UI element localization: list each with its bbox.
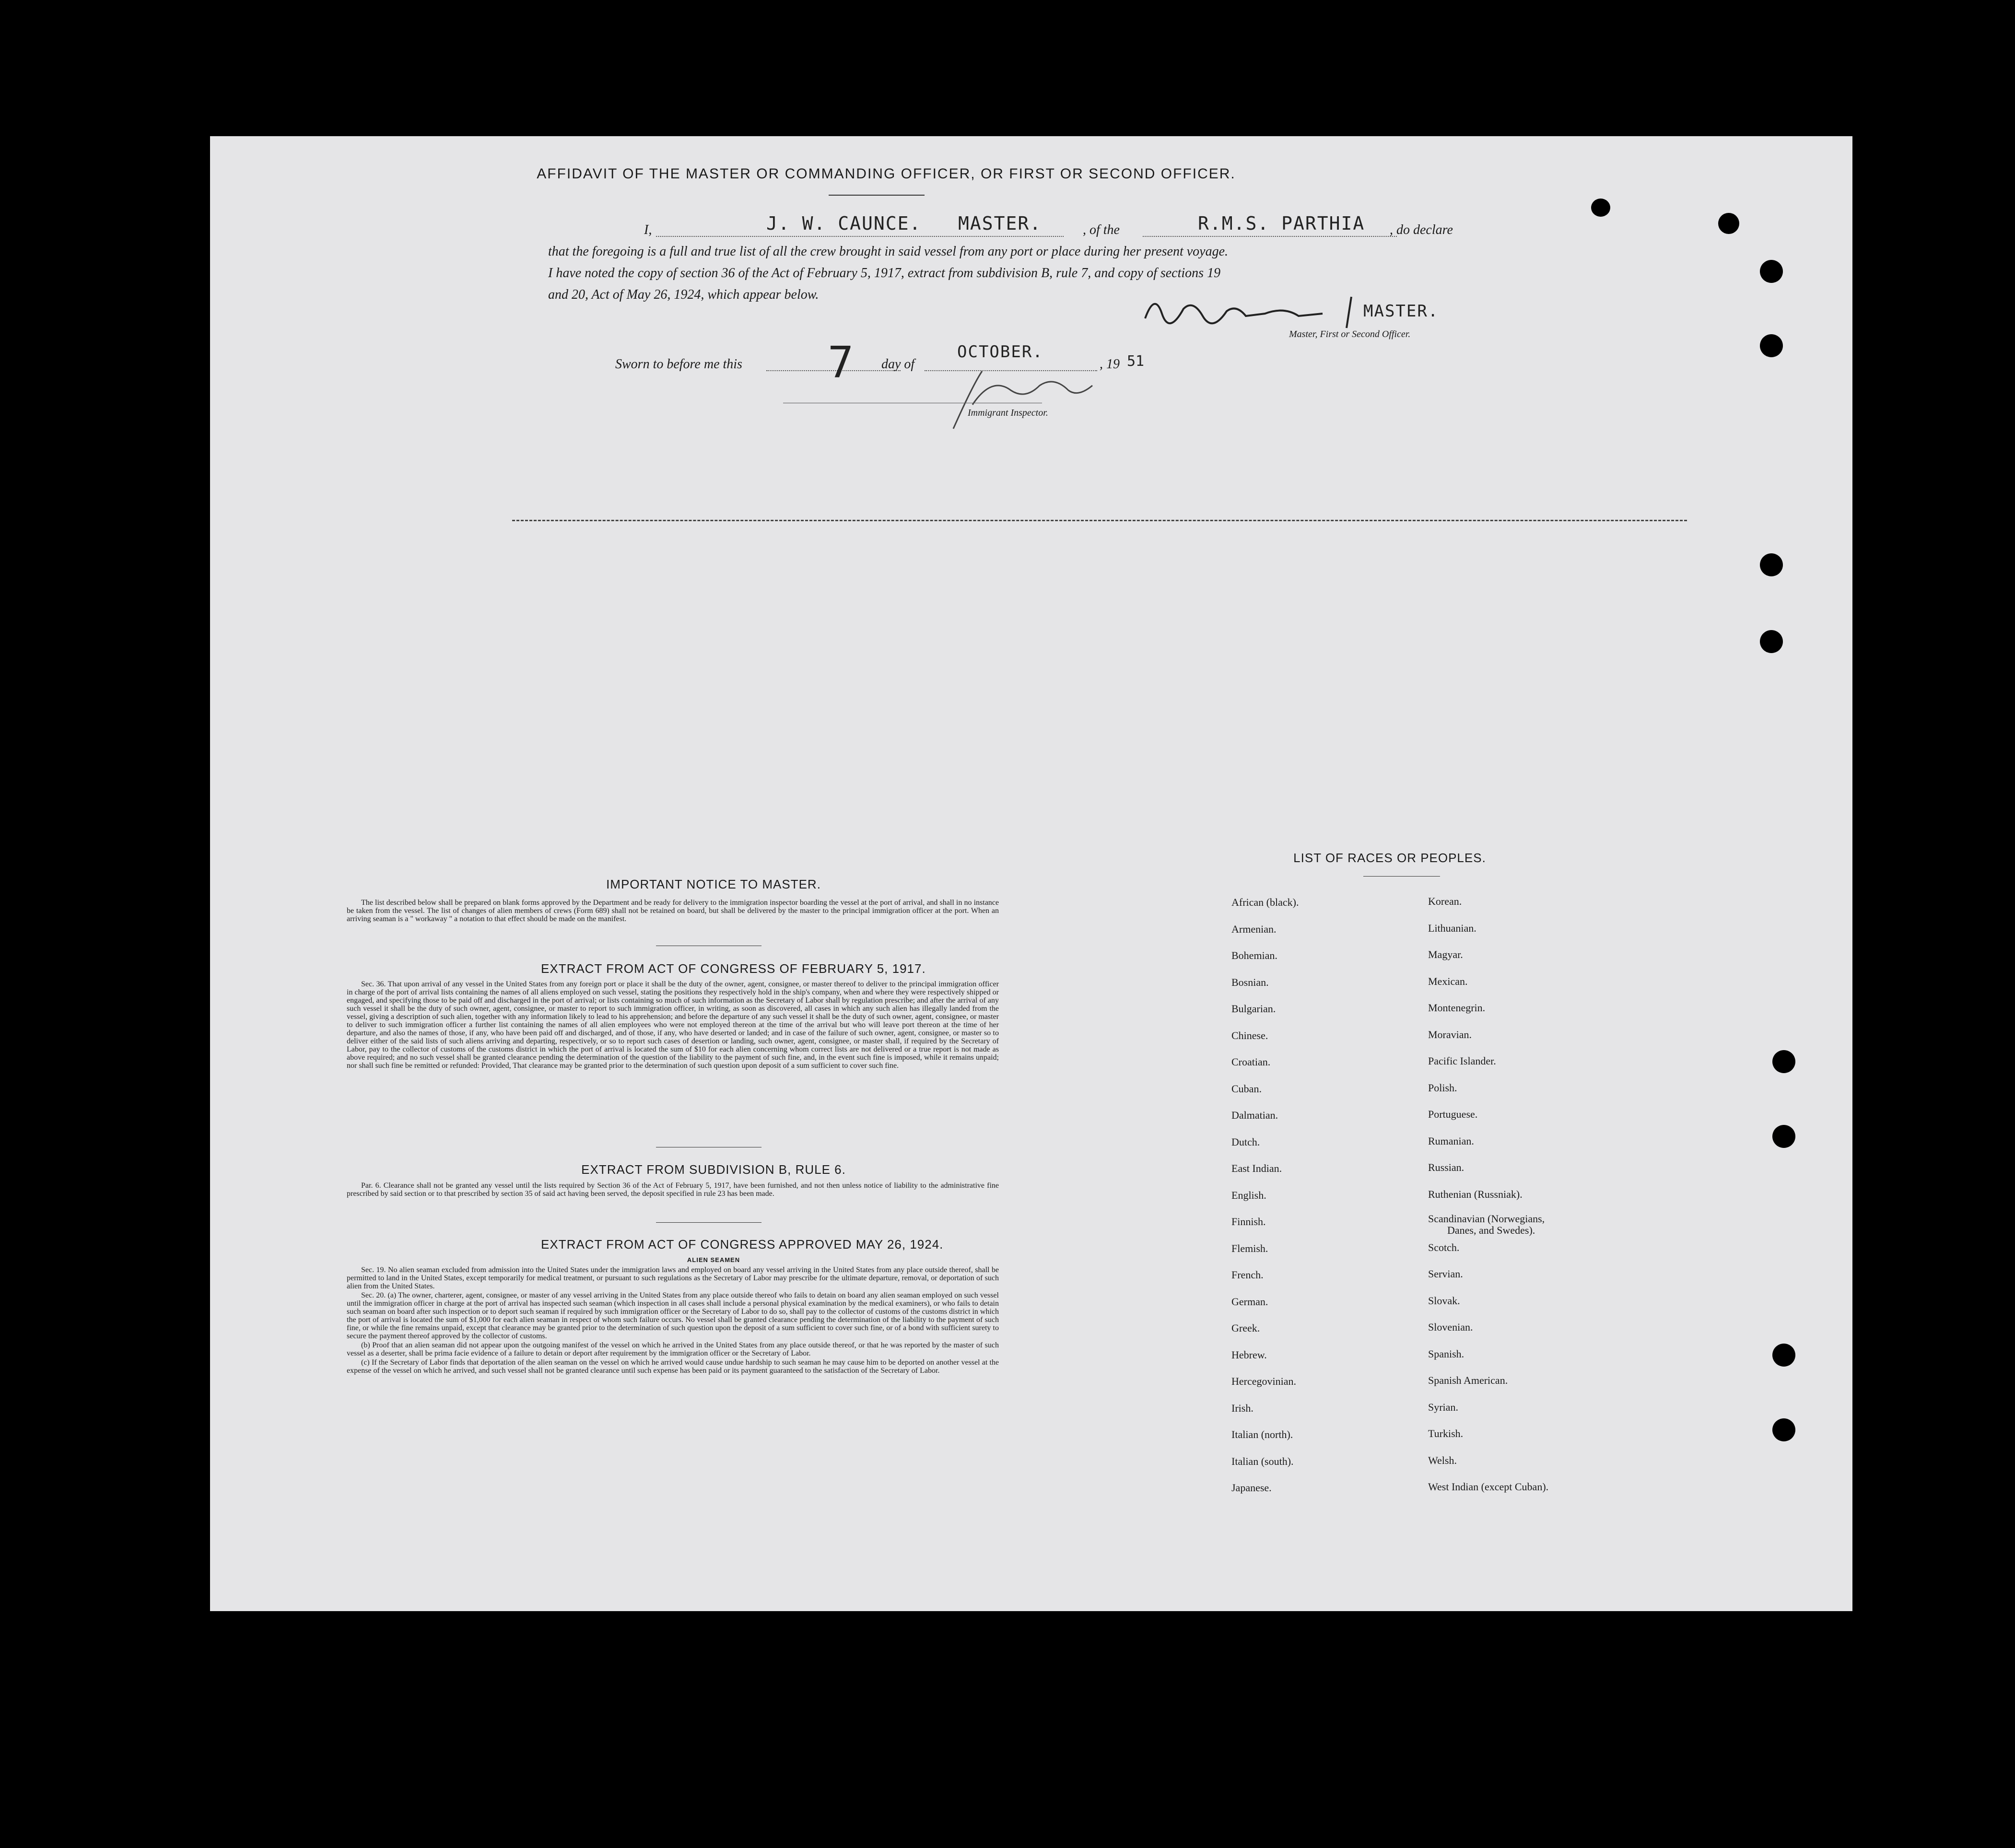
races-title: LIST OF RACES OR PEOPLES. xyxy=(1293,851,1486,865)
race-item: Italian (north). xyxy=(1231,1428,1293,1440)
race-item: Dutch. xyxy=(1231,1135,1260,1148)
race-item: Hercegovinian. xyxy=(1231,1375,1296,1387)
subdivision-b-divider xyxy=(656,1222,761,1223)
races-left-column xyxy=(1231,889,1299,1501)
races-divider xyxy=(1363,876,1440,877)
punch-hole xyxy=(1772,1125,1795,1148)
extract-1924-text xyxy=(347,1266,999,1376)
extract-1917-text: Sec. 36. That upon arrival of any vessel in the United States from any foreign port or place it shall be the duty of the owner, agent, consignee, or master thereof to deliver to the principal immigration officer in charge of the port of arrival lists containing the names of all aliens employed on such vessel, stating the positions they respectively hold in the ship's company, when and where they were respectively shipped or engaged, and specifying those to be paid off and discharged in the port of arrival; or lists containing so much of such information as the Secretary of Labor shall by regulation prescribe; and after the arrival of any such vessel it shall be the duty of such owner, agent, consignee, or master to report to such immigration officer, in writing, as soon as discovered, all cases in which any such alien has illegally landed from the vessel, giving a description of such alien, together with any information likely to lead to his apprehension; and before the departure of any such vessel it shall be the duty of such owner, agent, consignee, or master to deliver to such immigration officer a further list containing the names of all alien employees who were not employed thereon at the time of the arrival but who will leave port thereon at the time of her departure, and also the names of those, if any, who have been paid off and discharged, and of those, if any, who have deserted or landed; and in case of the failure of such owner, agent, consignee, or master so to deliver either of the said lists of such aliens arriving and departing, respectively, or so to report such cases of desertion or landing, such owner, agent, consignee, or master shall, if required by the Secretary of Labor, pay to the collector of customs of the customs district in which the port of arrival is located the sum of $10 for each alien concerning whom correct lists are not delivered or a true report is not made as above required; and no such vessel shall be granted clearance pending the determination of the question of the liability to the payment of such fine, and, in the event such fine is imposed, while it remains unpaid; nor shall such fine be remitted or refunded: Provided, That clearance may be granted prior to the determination of such question upon deposit of a sum sufficient to cover such fine. xyxy=(347,980,999,1070)
race-item: Irish. xyxy=(1231,1402,1254,1414)
declaration-line-4: and 20, Act of May 26, 1924, which appear below. xyxy=(548,287,819,302)
subdivision-b-title: EXTRACT FROM SUBDIVISION B, RULE 6. xyxy=(581,1162,846,1177)
punch-hole xyxy=(1760,630,1783,653)
signature-caption: Master, First or Second Officer. xyxy=(1289,329,1411,339)
document-page xyxy=(210,136,1852,1611)
sec-20a-paragraph: Sec. 20. (a) The owner, charterer, agent, consignee, or master of any vessel arriving in the United States from any place outside thereof who fails to detain on board any alien seaman employed on such vessel until the immigration officer in charge at the port of arrival has inspected such seaman (which inspection in all cases shall include a personal physical examination by the medical examiners), or who fails to detain such seaman on board after such inspection or to deport such seaman if required by such immigration officer or the Secretary of Labor to do so, shall pay to the collector of customs of the customs district in which the port of arrival is located the sum of $1,000 for each alien seaman in respect of whom such failure occurs. No vessel shall be granted clearance pending the determination of the liability to the payment of such fine, or while the fine remains unpaid, except that clearance may be granted prior to the determination of such question upon the deposit of a sum sufficient to cover such fine, or of a bond with sufficient surety to secure the payment thereof approved by the collector of customs. xyxy=(347,1291,999,1340)
title-divider xyxy=(829,195,925,196)
sworn-month: OCTOBER. xyxy=(957,342,1043,362)
race-item: French. xyxy=(1231,1269,1264,1281)
punch-hole xyxy=(1772,1344,1795,1367)
race-item: Spanish American. xyxy=(1428,1374,1508,1386)
race-item: Dalmatian. xyxy=(1231,1109,1278,1121)
race-item: Scotch. xyxy=(1428,1241,1460,1253)
race-item: German. xyxy=(1231,1295,1268,1308)
crew-list-divider xyxy=(512,520,1687,521)
race-item: Polish. xyxy=(1428,1081,1457,1094)
sworn-label: Sworn to before me this xyxy=(615,357,742,372)
race-item-line: Scandinavian (Norwegians, xyxy=(1428,1213,1545,1225)
race-item: Chinese. xyxy=(1231,1029,1268,1041)
race-item: East Indian. xyxy=(1231,1162,1282,1174)
race-item: Slovenian. xyxy=(1428,1321,1473,1333)
race-item: Finnish. xyxy=(1231,1216,1266,1228)
subdivision-b-text: Par. 6. Clearance shall not be granted any vessel until the lists required by Section 36 of the Act of February 5, 1917, have been furnished, and not then unless notice of liability to the administrative fine prescribed by said section or to that prescribed by section 35 of said act having been served, the deposit specified in rule 23 has been made. xyxy=(347,1181,999,1198)
punch-hole xyxy=(1591,199,1610,217)
punch-hole xyxy=(1718,213,1739,234)
race-item: Pacific Islander. xyxy=(1428,1055,1496,1067)
race-item: Mexican. xyxy=(1428,975,1468,987)
alien-seamen-subtitle: ALIEN SEAMEN xyxy=(687,1256,740,1263)
name-line xyxy=(656,236,1064,237)
race-item: West Indian (except Cuban). xyxy=(1428,1481,1549,1493)
of-the-label: , of the xyxy=(1083,222,1120,237)
vessel-name: R.M.S. PARTHIA xyxy=(1198,213,1365,234)
vessel-line xyxy=(1143,236,1397,237)
race-item: Bosnian. xyxy=(1231,976,1269,988)
race-item: Cuban. xyxy=(1231,1082,1262,1095)
year-prefix: , 19 xyxy=(1100,357,1120,372)
master-name: J. W. CAUNCE. xyxy=(766,213,922,234)
sworn-day: 7 xyxy=(828,338,854,388)
race-item: Welsh. xyxy=(1428,1454,1457,1466)
race-item: Turkish. xyxy=(1428,1427,1464,1439)
race-item: Magyar. xyxy=(1428,948,1463,960)
punch-hole xyxy=(1760,260,1783,283)
extract-1924-title: EXTRACT FROM ACT OF CONGRESS APPROVED MAY 26, 1924. xyxy=(541,1237,944,1251)
race-item: Rumanian. xyxy=(1428,1135,1474,1147)
race-item: Spanish. xyxy=(1428,1347,1464,1360)
sworn-year: 51 xyxy=(1127,353,1145,370)
inspector-signature xyxy=(944,357,1097,433)
sec-19-paragraph: Sec. 19. No alien seaman excluded from admission into the United States under the immigration laws and employed on board any vessel arriving in the United States from any place outside thereof, shall be permitted to land in the United States, except temporarily for medical treatment, or pursuant to such regulations as the Secretary of Labor may prescribe for the ultimate departure, removal, or deportation of such alien from the United States. xyxy=(347,1266,999,1290)
race-item xyxy=(1428,1207,1548,1234)
race-item: Bulgarian. xyxy=(1231,1003,1276,1015)
do-declare-label: , do declare xyxy=(1390,222,1453,237)
race-item: Flemish. xyxy=(1231,1242,1268,1254)
master-rank: MASTER. xyxy=(958,213,1042,234)
punch-hole xyxy=(1760,334,1783,357)
race-item: Hebrew. xyxy=(1231,1348,1267,1361)
punch-hole xyxy=(1772,1050,1795,1073)
race-item: Lithuanian. xyxy=(1428,922,1476,934)
race-item: Bohemian. xyxy=(1231,949,1277,961)
race-item: Korean. xyxy=(1428,895,1462,907)
race-item: Syrian. xyxy=(1428,1401,1458,1413)
race-item: Ruthenian (Russniak). xyxy=(1428,1188,1523,1200)
day-of-label: day of xyxy=(881,357,915,372)
inspector-caption: Immigrant Inspector. xyxy=(968,408,1048,418)
sec-20b-paragraph: (b) Proof that an alien seaman did not appear upon the outgoing manifest of the vessel on which he arrived in the United States from any place outside thereof, or that he was reported by the master of such vessel as a deserter, shall be prima facie evidence of a failure to detain or deport after requirement by the immigration officer or the Secretary of Labor. xyxy=(347,1341,999,1357)
signature-rank: MASTER. xyxy=(1363,302,1439,321)
punch-hole xyxy=(1772,1418,1795,1441)
race-item: Japanese. xyxy=(1231,1482,1272,1494)
declaration-line-2: that the foregoing is a full and true list of all the crew brought in said vessel from any port or place during her present voyage. xyxy=(548,244,1229,259)
race-item: Slovak. xyxy=(1428,1294,1460,1307)
race-item: Servian. xyxy=(1428,1268,1463,1280)
race-item: Portuguese. xyxy=(1428,1108,1478,1120)
race-item-line: Danes, and Swedes). xyxy=(1447,1224,1535,1236)
races-right-column xyxy=(1428,888,1548,1500)
master-signature xyxy=(1140,290,1361,333)
race-item: Italian (south). xyxy=(1231,1455,1294,1467)
race-item: Montenegrin. xyxy=(1428,1002,1486,1014)
race-item: Greek. xyxy=(1231,1322,1260,1334)
sec-20c-paragraph: (c) If the Secretary of Labor finds that deportation of the alien seaman on the vessel on which he arrived would cause undue hardship to such seaman he may cause him to be deported on another vessel at the expense of the vessel on which he arrived, and such vessel shall not be granted clearance until such expense has been paid or its payment guaranteed to the satisfaction of the Secretary of Labor. xyxy=(347,1358,999,1375)
race-item: English. xyxy=(1231,1189,1266,1201)
declaration-i: I, xyxy=(644,222,652,237)
race-item: Croatian. xyxy=(1231,1056,1271,1068)
declaration-line-3: I have noted the copy of section 36 of the Act of February 5, 1917, extract from subdivision B, rule 7, and copy of sections 19 xyxy=(548,266,1221,281)
notice-text: The list described below shall be prepared on blank forms approved by the Department and be ready for delivery to the immigration inspector boarding the vessel at the port of arrival, and shall in no instance be taken from the vessel. The list of changes of alien members of crews (Form 689) shall not be retained on board, but shall be delivered by the master to the principal immigration officer at the port. When an arriving seaman is a " workaway " a notation to that effect should be made on the manifest. xyxy=(347,899,999,923)
notice-title: IMPORTANT NOTICE TO MASTER. xyxy=(606,877,821,891)
extract-1917-title: EXTRACT FROM ACT OF CONGRESS OF FEBRUARY 5, 1917. xyxy=(541,961,926,976)
race-item: African (black). xyxy=(1231,896,1299,908)
affidavit-title: AFFIDAVIT OF THE MASTER OR COMMANDING OFFICER, OR FIRST OR SECOND OFFICER. xyxy=(537,166,1236,182)
punch-hole xyxy=(1760,553,1783,576)
race-item: Russian. xyxy=(1428,1161,1464,1173)
race-item: Armenian. xyxy=(1231,923,1277,935)
race-item: Moravian. xyxy=(1428,1028,1472,1041)
